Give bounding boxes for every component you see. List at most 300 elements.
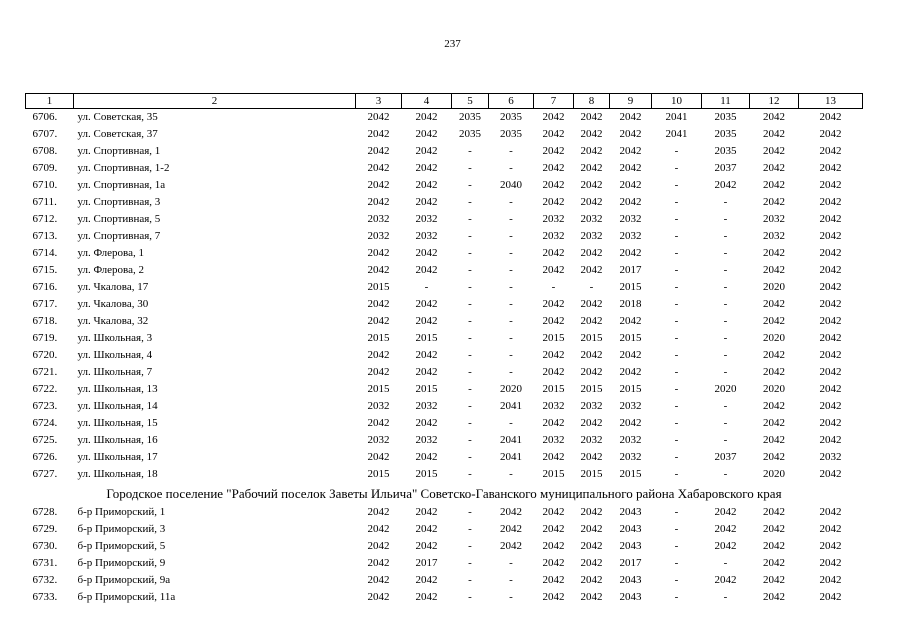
table-row	[26, 143, 863, 160]
value-cell-col-10: -	[674, 417, 679, 429]
value-cell-col-13: 2042	[819, 434, 842, 446]
table-row	[26, 521, 863, 538]
value-cell-col-8: 2042	[580, 315, 603, 327]
value-cell-col-11: 2037	[714, 451, 737, 463]
value-cell-col-11: -	[723, 298, 728, 310]
address-cell: б-р Приморский, 1	[77, 506, 166, 518]
column-header-1: 1	[26, 94, 74, 109]
value-cell-col-11: -	[723, 332, 728, 344]
column-header-5: 5	[452, 94, 489, 109]
row-number: 6729.	[32, 523, 58, 535]
value-cell-col-12: 2020	[763, 281, 785, 293]
value-cell-col-13: 2042	[819, 128, 842, 140]
value-cell-col-8: 2042	[580, 417, 603, 429]
column-header-8: 8	[574, 94, 610, 109]
value-cell-col-7: 2042	[542, 451, 565, 463]
address-cell: ул. Школьная, 15	[77, 417, 158, 429]
address-cell: ул. Спортивная, 1-2	[77, 162, 170, 174]
address-cell: ул. Школьная, 16	[77, 434, 158, 446]
value-cell-col-6: 2042	[500, 523, 522, 535]
value-cell-col-11: -	[723, 591, 728, 603]
value-cell-col-6: -	[509, 162, 513, 174]
address-cell: ул. Спортивная, 7	[77, 230, 161, 242]
value-cell-col-6: -	[509, 366, 513, 378]
address-cell: б-р Приморский, 9	[77, 557, 166, 569]
value-cell-col-8: 2042	[580, 591, 603, 603]
address-cell: б-р Приморский, 9а	[77, 574, 171, 586]
value-cell-col-9: 2042	[619, 128, 642, 140]
value-cell-col-4: 2042	[415, 179, 438, 191]
column-header-3: 3	[356, 94, 402, 109]
value-cell-col-3: 2015	[367, 383, 390, 395]
value-cell-col-3: 2042	[367, 506, 390, 518]
value-cell-col-3: 2042	[367, 366, 390, 378]
table-header	[26, 94, 863, 109]
value-cell-col-12: 2042	[763, 145, 785, 157]
value-cell-col-8: 2042	[580, 145, 603, 157]
value-cell-col-8: 2042	[580, 111, 603, 123]
value-cell-col-3: 2042	[367, 128, 390, 140]
value-cell-col-9: 2015	[619, 468, 642, 480]
column-header-2: 2	[74, 94, 356, 109]
value-cell-col-13: 2042	[819, 281, 842, 293]
value-cell-col-11: -	[723, 417, 728, 429]
row-number: 6725.	[32, 434, 58, 446]
value-cell-col-8: 2042	[580, 298, 603, 310]
value-cell-col-11: 2042	[714, 540, 737, 552]
table-row	[26, 296, 863, 313]
table-row	[26, 589, 863, 606]
row-number: 6711.	[32, 196, 57, 208]
value-cell-col-5: -	[468, 162, 472, 174]
value-cell-col-5: -	[468, 332, 472, 344]
value-cell-col-3: 2032	[367, 434, 390, 446]
value-cell-col-6: -	[509, 145, 513, 157]
address-cell: ул. Школьная, 17	[77, 451, 158, 463]
value-cell-col-7: 2042	[542, 506, 565, 518]
value-cell-col-6: -	[509, 281, 513, 293]
value-cell-col-3: 2015	[367, 281, 390, 293]
value-cell-col-7: 2042	[542, 264, 565, 276]
table-row	[26, 466, 863, 483]
value-cell-col-6: 2041	[500, 451, 522, 463]
value-cell-col-6: 2020	[500, 383, 522, 395]
value-cell-col-10: -	[674, 366, 679, 378]
value-cell-col-8: 2032	[580, 213, 603, 225]
value-cell-col-10: -	[674, 557, 679, 569]
value-cell-col-5: -	[468, 451, 472, 463]
address-cell: ул. Спортивная, 1а	[77, 179, 166, 191]
value-cell-col-10: -	[674, 591, 679, 603]
value-cell-col-10: -	[674, 298, 679, 310]
value-cell-col-8: 2042	[580, 179, 603, 191]
value-cell-col-4: 2032	[415, 230, 438, 242]
value-cell-col-10: -	[674, 315, 679, 327]
value-cell-col-9: 2015	[619, 332, 642, 344]
row-number: 6707.	[32, 128, 58, 140]
value-cell-col-11: -	[723, 400, 728, 412]
value-cell-col-9: 2042	[619, 315, 642, 327]
value-cell-col-13: 2032	[819, 451, 842, 463]
value-cell-col-13: 2042	[819, 332, 842, 344]
value-cell-col-9: 2018	[619, 298, 642, 310]
value-cell-col-12: 2042	[763, 523, 785, 535]
column-header-4: 4	[402, 94, 452, 109]
table-row	[26, 398, 863, 415]
value-cell-col-13: 2042	[819, 264, 842, 276]
address-cell: ул. Флерова, 1	[77, 247, 144, 259]
table-row	[26, 555, 863, 572]
value-cell-col-12: 2042	[763, 451, 785, 463]
value-cell-col-3: 2042	[367, 523, 390, 535]
value-cell-col-4: -	[424, 281, 429, 293]
value-cell-col-8: 2042	[580, 574, 603, 586]
value-cell-col-4: 2042	[415, 506, 438, 518]
value-cell-col-3: 2042	[367, 162, 390, 174]
value-cell-col-5: -	[468, 281, 472, 293]
table-row	[26, 279, 863, 296]
value-cell-col-4: 2042	[415, 298, 438, 310]
value-cell-col-4: 2017	[415, 557, 438, 569]
value-cell-col-3: 2015	[367, 332, 390, 344]
value-cell-col-4: 2032	[415, 213, 438, 225]
value-cell-col-5: -	[468, 196, 472, 208]
row-number: 6723.	[32, 400, 58, 412]
value-cell-col-3: 2042	[367, 298, 390, 310]
value-cell-col-8: -	[589, 281, 594, 293]
value-cell-col-4: 2032	[415, 434, 438, 446]
value-cell-col-12: 2042	[763, 162, 785, 174]
value-cell-col-4: 2042	[415, 247, 438, 259]
value-cell-col-12: 2042	[763, 196, 785, 208]
value-cell-col-7: 2042	[542, 366, 565, 378]
value-cell-col-6: -	[509, 315, 513, 327]
value-cell-col-7: 2032	[542, 400, 565, 412]
column-header-12: 12	[750, 94, 799, 109]
table-row	[26, 211, 863, 228]
row-number: 6717.	[32, 298, 58, 310]
value-cell-col-12: 2042	[763, 179, 785, 191]
value-cell-col-12: 2042	[763, 264, 785, 276]
value-cell-col-12: 2042	[763, 128, 785, 140]
column-header-7: 7	[534, 94, 574, 109]
value-cell-col-9: 2032	[619, 213, 642, 225]
value-cell-col-4: 2015	[415, 332, 438, 344]
value-cell-col-5: -	[468, 264, 472, 276]
value-cell-col-9: 2042	[619, 111, 642, 123]
table-row	[26, 364, 863, 381]
value-cell-col-7: 2042	[542, 196, 565, 208]
row-number: 6727.	[32, 468, 58, 480]
value-cell-col-12: 2042	[763, 557, 785, 569]
row-number: 6712.	[32, 213, 58, 225]
value-cell-col-5: -	[468, 383, 472, 395]
value-cell-col-3: 2042	[367, 574, 390, 586]
value-cell-col-12: 2042	[763, 591, 785, 603]
value-cell-col-11: 2035	[714, 128, 737, 140]
address-cell: ул. Школьная, 3	[77, 332, 153, 344]
value-cell-col-9: 2043	[619, 540, 642, 552]
value-cell-col-4: 2042	[415, 264, 438, 276]
value-cell-col-10: 2041	[665, 128, 688, 140]
value-cell-col-9: 2017	[619, 264, 642, 276]
value-cell-col-12: 2032	[763, 230, 785, 242]
value-cell-col-8: 2032	[580, 230, 603, 242]
value-cell-col-6: 2035	[500, 128, 522, 140]
table-row	[26, 228, 863, 245]
value-cell-col-13: 2042	[819, 557, 842, 569]
value-cell-col-3: 2042	[367, 540, 390, 552]
value-cell-col-10: 2041	[665, 111, 688, 123]
value-cell-col-13: 2042	[819, 506, 842, 518]
value-cell-col-4: 2042	[415, 128, 438, 140]
value-cell-col-4: 2042	[415, 417, 438, 429]
value-cell-col-5: -	[468, 434, 472, 446]
value-cell-col-10: -	[674, 383, 679, 395]
value-cell-col-9: 2042	[619, 162, 642, 174]
table-row	[26, 262, 863, 279]
value-cell-col-13: 2042	[819, 196, 842, 208]
value-cell-col-4: 2042	[415, 111, 438, 123]
value-cell-col-10: -	[674, 540, 679, 552]
value-cell-col-8: 2042	[580, 349, 603, 361]
value-cell-col-12: 2042	[763, 111, 785, 123]
value-cell-col-10: -	[674, 574, 679, 586]
value-cell-col-8: 2042	[580, 247, 603, 259]
value-cell-col-3: 2042	[367, 349, 390, 361]
value-cell-col-13: 2042	[819, 417, 842, 429]
value-cell-col-9: 2043	[619, 591, 642, 603]
value-cell-col-9: 2043	[619, 574, 642, 586]
value-cell-col-5: -	[468, 468, 472, 480]
value-cell-col-3: 2042	[367, 591, 390, 603]
value-cell-col-5: -	[468, 400, 472, 412]
value-cell-col-7: 2015	[542, 468, 565, 480]
value-cell-col-6: -	[509, 574, 513, 586]
value-cell-col-13: 2042	[819, 540, 842, 552]
value-cell-col-6: -	[509, 591, 513, 603]
value-cell-col-5: -	[468, 298, 472, 310]
value-cell-col-8: 2042	[580, 162, 603, 174]
value-cell-col-12: 2042	[763, 400, 785, 412]
value-cell-col-9: 2042	[619, 349, 642, 361]
value-cell-col-13: 2042	[819, 366, 842, 378]
row-number: 6716.	[32, 281, 58, 293]
value-cell-col-12: 2020	[763, 332, 785, 344]
value-cell-col-6: 2042	[500, 540, 522, 552]
column-header-10: 10	[652, 94, 702, 109]
value-cell-col-13: 2042	[819, 349, 842, 361]
value-cell-col-3: 2042	[367, 264, 390, 276]
value-cell-col-6: 2042	[500, 506, 522, 518]
value-cell-col-9: 2017	[619, 557, 642, 569]
value-cell-col-9: 2042	[619, 417, 642, 429]
table-row	[26, 415, 863, 432]
address-cell: ул. Спортивная, 3	[77, 196, 161, 208]
value-cell-col-10: -	[674, 145, 679, 157]
value-cell-col-4: 2042	[415, 196, 438, 208]
value-cell-col-12: 2042	[763, 315, 785, 327]
value-cell-col-4: 2042	[415, 523, 438, 535]
value-cell-col-4: 2032	[415, 400, 438, 412]
value-cell-col-10: -	[674, 162, 679, 174]
value-cell-col-10: -	[674, 332, 679, 344]
table-row	[26, 504, 863, 521]
table-row	[26, 126, 863, 143]
value-cell-col-8: 2042	[580, 540, 603, 552]
value-cell-col-7: 2042	[542, 162, 565, 174]
value-cell-col-11: -	[723, 349, 728, 361]
value-cell-col-12: 2042	[763, 366, 785, 378]
value-cell-col-13: 2042	[819, 591, 842, 603]
value-cell-col-5: -	[468, 417, 472, 429]
value-cell-col-9: 2043	[619, 523, 642, 535]
row-number: 6710.	[32, 179, 58, 191]
value-cell-col-3: 2042	[367, 179, 390, 191]
value-cell-col-4: 2042	[415, 366, 438, 378]
value-cell-col-6: -	[509, 264, 513, 276]
value-cell-col-13: 2042	[819, 468, 842, 480]
value-cell-col-12: 2042	[763, 506, 785, 518]
address-cell: ул. Школьная, 4	[77, 349, 153, 361]
section-row	[26, 483, 863, 504]
value-cell-col-11: 2042	[714, 574, 737, 586]
value-cell-col-10: -	[674, 451, 679, 463]
value-cell-col-6: -	[509, 247, 513, 259]
value-cell-col-5: -	[468, 179, 472, 191]
column-header-13: 13	[799, 94, 863, 109]
value-cell-col-10: -	[674, 264, 679, 276]
value-cell-col-5: 2035	[459, 128, 481, 140]
value-cell-col-5: -	[468, 523, 472, 535]
value-cell-col-8: 2032	[580, 400, 603, 412]
value-cell-col-6: -	[509, 196, 513, 208]
value-cell-col-8: 2042	[580, 196, 603, 208]
value-cell-col-4: 2042	[415, 145, 438, 157]
value-cell-col-10: -	[674, 247, 679, 259]
value-cell-col-4: 2042	[415, 591, 438, 603]
value-cell-col-6: -	[509, 230, 513, 242]
value-cell-col-3: 2032	[367, 400, 390, 412]
value-cell-col-7: 2032	[542, 213, 565, 225]
value-cell-col-13: 2042	[819, 523, 842, 535]
value-cell-col-7: 2015	[542, 383, 565, 395]
header-row	[26, 94, 863, 109]
value-cell-col-7: 2042	[542, 557, 565, 569]
value-cell-col-12: 2020	[763, 468, 785, 480]
section-title: Городское поселение "Рабочий поселок Заветы Ильича" Советско-Гаванского муниципального района Хабаровского края	[106, 486, 782, 501]
address-cell: ул. Флерова, 2	[77, 264, 144, 276]
value-cell-col-12: 2042	[763, 434, 785, 446]
page-number: 237	[444, 38, 461, 50]
value-cell-col-6: -	[509, 349, 513, 361]
value-cell-col-10: -	[674, 523, 679, 535]
value-cell-col-13: 2042	[819, 383, 842, 395]
value-cell-col-3: 2042	[367, 451, 390, 463]
row-number: 6732.	[32, 574, 58, 586]
value-cell-col-13: 2042	[819, 111, 842, 123]
value-cell-col-4: 2015	[415, 383, 438, 395]
table-row	[26, 194, 863, 211]
table-row	[26, 432, 863, 449]
value-cell-col-10: -	[674, 179, 679, 191]
value-cell-col-9: 2015	[619, 383, 642, 395]
value-cell-col-6: -	[509, 468, 513, 480]
value-cell-col-7: 2042	[542, 315, 565, 327]
row-number: 6726.	[32, 451, 58, 463]
table-row	[26, 381, 863, 398]
value-cell-col-6: 2035	[500, 111, 522, 123]
value-cell-col-5: -	[468, 349, 472, 361]
row-number: 6714.	[32, 247, 58, 259]
value-cell-col-11: -	[723, 315, 728, 327]
value-cell-col-7: 2032	[542, 230, 565, 242]
value-cell-col-7: 2015	[542, 332, 565, 344]
value-cell-col-13: 2042	[819, 315, 842, 327]
value-cell-col-6: -	[509, 417, 513, 429]
value-cell-col-12: 2042	[763, 349, 785, 361]
value-cell-col-3: 2042	[367, 247, 390, 259]
row-number: 6722.	[32, 383, 58, 395]
value-cell-col-7: 2042	[542, 540, 565, 552]
row-number: 6728.	[32, 506, 58, 518]
value-cell-col-4: 2042	[415, 162, 438, 174]
value-cell-col-12: 2042	[763, 574, 785, 586]
value-cell-col-12: 2042	[763, 298, 785, 310]
value-cell-col-3: 2042	[367, 196, 390, 208]
value-cell-col-8: 2042	[580, 557, 603, 569]
value-cell-col-5: -	[468, 247, 472, 259]
value-cell-col-8: 2042	[580, 523, 603, 535]
table-row	[26, 160, 863, 177]
value-cell-col-10: -	[674, 213, 679, 225]
value-cell-col-11: -	[723, 196, 728, 208]
value-cell-col-5: -	[468, 366, 472, 378]
value-cell-col-5: 2035	[459, 111, 481, 123]
row-number: 6718.	[32, 315, 58, 327]
value-cell-col-7: 2042	[542, 179, 565, 191]
value-cell-col-8: 2015	[580, 468, 603, 480]
value-cell-col-11: -	[723, 281, 728, 293]
value-cell-col-5: -	[468, 213, 472, 225]
value-cell-col-4: 2042	[415, 349, 438, 361]
value-cell-col-3: 2042	[367, 111, 390, 123]
value-cell-col-7: 2042	[542, 591, 565, 603]
value-cell-col-6: -	[509, 298, 513, 310]
address-cell: ул. Школьная, 13	[77, 383, 158, 395]
value-cell-col-12: 2020	[763, 383, 785, 395]
table-row	[26, 109, 863, 127]
address-cell: б-р Приморский, 3	[77, 523, 166, 535]
value-cell-col-3: 2032	[367, 213, 390, 225]
address-cell: ул. Спортивная, 1	[77, 145, 161, 157]
table-body	[26, 109, 863, 607]
address-cell: ул. Чкалова, 30	[77, 298, 149, 310]
table-row	[26, 538, 863, 555]
value-cell-col-8: 2015	[580, 332, 603, 344]
row-number: 6724.	[32, 417, 58, 429]
value-cell-col-7: 2042	[542, 349, 565, 361]
value-cell-col-4: 2042	[415, 451, 438, 463]
value-cell-col-6: -	[509, 213, 513, 225]
address-cell: ул. Чкалова, 17	[77, 281, 149, 293]
value-cell-col-10: -	[674, 468, 679, 480]
address-cell: ул. Школьная, 7	[77, 366, 153, 378]
value-cell-col-10: -	[674, 434, 679, 446]
address-cell: ул. Советская, 37	[77, 128, 158, 140]
value-cell-col-9: 2042	[619, 196, 642, 208]
value-cell-col-11: -	[723, 366, 728, 378]
